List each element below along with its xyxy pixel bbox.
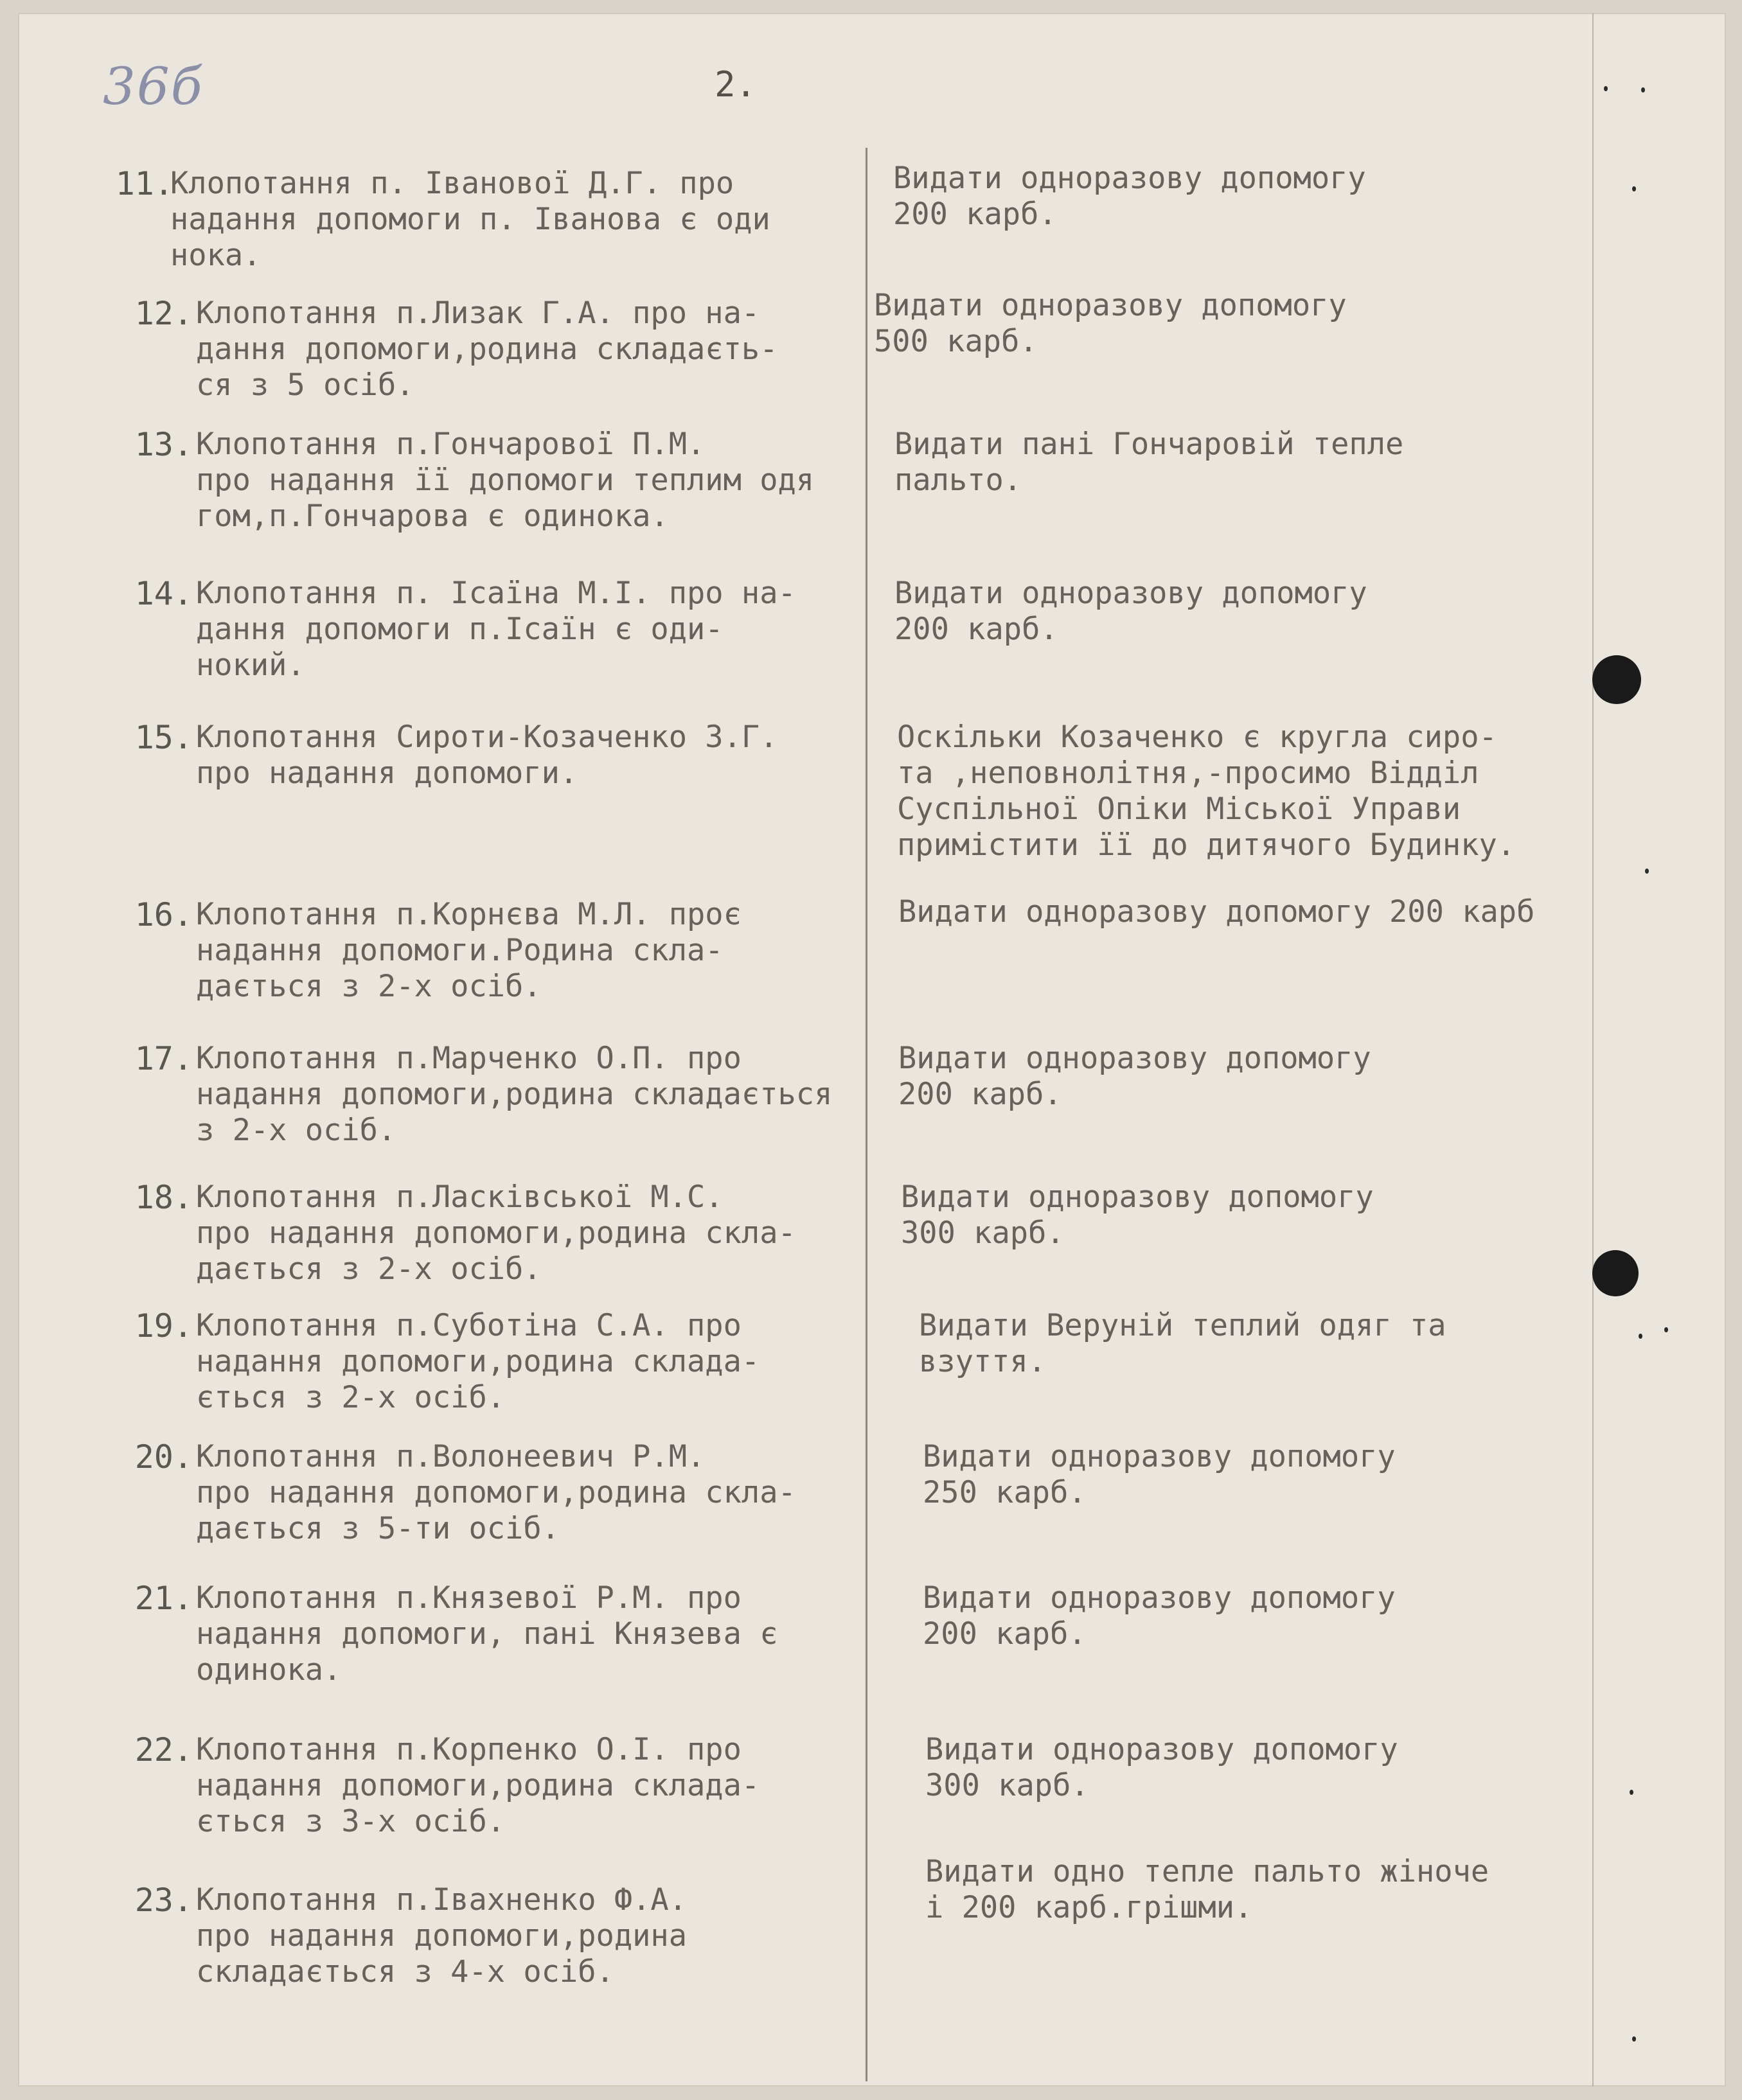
entry-petition: Клопотання п. Іванової Д.Г. про надання допомоги п. Іванова є оди нока. xyxy=(170,166,770,273)
entry-number: 21. xyxy=(134,1580,193,1617)
entry-number: 17. xyxy=(134,1040,193,1077)
entry-number: 14. xyxy=(134,575,193,612)
entry-petition: Клопотання п.Лизак Г.А. про на- дання допомоги,родина складаєть- ся з 5 осіб. xyxy=(196,296,778,403)
entry-petition: Клопотання п.Корнєва М.Л. проє надання допомоги.Родина скла- дається з 2-х осіб. xyxy=(196,897,742,1004)
entry-number: 20. xyxy=(134,1438,193,1476)
paper-speck xyxy=(1639,1334,1642,1339)
entry-decision: Видати Веруній теплий одяг та взуття. xyxy=(919,1308,1446,1379)
paper-speck xyxy=(1630,1790,1633,1795)
entry-petition: Клопотання п. Ісаїна М.І. про на- дання допомоги п.Ісаїн є оди- нокий. xyxy=(196,576,796,683)
paper-speck xyxy=(1641,87,1645,93)
entry-number: 11. xyxy=(115,165,173,202)
entry-number: 23. xyxy=(134,1882,193,1919)
entry-decision: Видати одно тепле пальто жіноче і 200 карб.грішми. xyxy=(925,1854,1489,1925)
entry-number: 16. xyxy=(134,896,193,933)
entry-petition: Клопотання п.Марченко О.П. про надання допомоги,родина складається з 2-х осіб. xyxy=(196,1041,833,1148)
entry-decision: Оскільки Козаченко є кругла сиро- та ,неповнолітня,-просимо Відділ Суспільної Опіки Міської Управи примістити її до дитячого Будинку. xyxy=(897,719,1516,863)
entry-decision: Видати одноразову допомогу 300 карб. xyxy=(925,1732,1398,1803)
paper-speck xyxy=(1604,86,1608,91)
entry-petition: Клопотання п.Волонеевич Р.М. про надання допомоги,родина скла- дається з 5-ти осіб. xyxy=(196,1439,796,1546)
entry-petition: Клопотання п.Гончарової П.М. про надання її допомоги теплим одя гом,п.Гончарова є одинока. xyxy=(196,427,815,534)
entry-number: 15. xyxy=(134,719,193,756)
entry-decision: Видати одноразову допомогу 200 карб xyxy=(898,894,1535,930)
entry-decision: Видати одноразову допомогу 200 карб. xyxy=(898,1041,1371,1112)
entry-petition: Клопотання Сироти-Козаченко З.Г. про надання допомоги. xyxy=(196,719,778,791)
entry-petition: Клопотання п.Івахненко Ф.А. про надання допомоги,родина складається з 4-х осіб. xyxy=(196,1882,688,1990)
paper-speck xyxy=(1664,1327,1668,1332)
paper-speck xyxy=(1632,2036,1636,2042)
entry-number: 22. xyxy=(134,1731,193,1769)
entry-decision: Видати одноразову допомогу 250 карб. xyxy=(923,1439,1396,1510)
archive-number: 36б xyxy=(103,57,204,116)
page-number: 2. xyxy=(715,64,757,105)
entry-decision: Видати одноразову допомогу 500 карб. xyxy=(874,288,1347,359)
entry-decision: Видати одноразову допомогу 200 карб. xyxy=(923,1580,1396,1652)
entry-decision: Видати одноразову допомогу 200 карб. xyxy=(894,576,1367,647)
binder-hole xyxy=(1592,655,1641,704)
entry-petition: Клопотання п.Суботіна С.А. про надання допомоги,родина склада- ється з 2-х осіб. xyxy=(196,1308,760,1415)
entry-decision: Видати пані Гончаровій тепле пальто. xyxy=(894,427,1404,498)
entry-number: 19. xyxy=(134,1307,193,1345)
entry-decision: Видати одноразову допомогу 200 карб. xyxy=(893,161,1366,232)
paper-speck xyxy=(1645,869,1649,874)
entry-number: 13. xyxy=(134,426,193,463)
entry-decision: Видати одноразову допомогу 300 карб. xyxy=(901,1179,1374,1251)
entry-petition: Клопотання п.Корпенко О.І. про надання допомоги,родина склада- ється з 3-х осіб. xyxy=(196,1732,760,1839)
entry-number: 12. xyxy=(134,295,193,332)
paper-speck xyxy=(1632,186,1636,191)
entry-petition: Клопотання п.Ласківської М.С. про надання допомоги,родина скла- дається з 2-х осіб. xyxy=(196,1179,796,1287)
entry-petition: Клопотання п.Князевої Р.М. про надання допомоги, пані Князева є одинока. xyxy=(196,1580,778,1688)
entry-number: 18. xyxy=(134,1179,193,1216)
binder-hole xyxy=(1592,1250,1639,1296)
